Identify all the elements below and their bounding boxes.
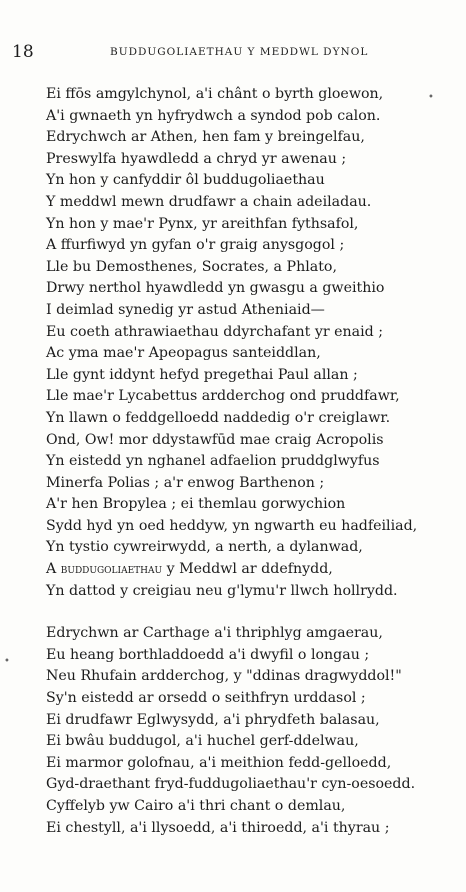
verse-line: Yn hon y mae'r Pynx, yr areithfan fythsafol, xyxy=(46,215,359,232)
verse-line: Ac yma mae'r Apeopagus santeiddlan, xyxy=(46,345,321,362)
verse-line: Edrychwn ar Carthage a'i thriphlyg amgaerau, xyxy=(46,625,383,642)
verse-line: Lle bu Demosthenes, Socrates, a Phlato, xyxy=(46,258,337,275)
verse-line: A ffurfiwyd yn gyfan o'r graig anysgogol ; xyxy=(46,237,345,254)
verse-line: Yn tystio cywreirwydd, a nerth, a dylanwad, xyxy=(46,539,363,556)
verse-line: Yn eistedd yn nghanel adfaelion pruddglwyfus xyxy=(46,453,380,470)
verse-line: Sy'n eistedd ar orsedd o seithfryn urddasol ; xyxy=(46,690,366,707)
verse-line: Eu coeth athrawiaethau ddyrchafant yr enaid ; xyxy=(46,323,384,340)
verse-line: Eu heang borthladdoedd a'i dwyfil o longau ; xyxy=(46,646,370,663)
verse-line: A'i gwnaeth yn hyfrydwch a syndod pob calon. xyxy=(46,107,381,124)
verse-line: Lle mae'r Lycabettus ardderchog ond pruddfawr, xyxy=(46,388,400,405)
running-head: BUDDUGOLIAETHAU Y MEDDWL DYNOL xyxy=(110,46,369,58)
verse-line: Ei drudfawr Eglwysydd, a'i phrydfeth balasau, xyxy=(46,711,380,728)
verse-line: Edrychwch ar Athen, hen fam y breingelfau, xyxy=(46,129,365,146)
verse-line: Minerfa Polias ; a'r enwog Barthenon ; xyxy=(46,474,325,491)
verse-line: Ei marmor golofnau, a'i meithion fedd-gelloedd, xyxy=(46,754,392,771)
verse-line-smallcaps xyxy=(46,559,456,581)
verse-line: Sydd hyd yn oed heddyw, yn ngwarth eu hadfeiliad, xyxy=(46,517,418,534)
verse-line: Yn dattod y creigiau neu g'lymu'r llwch hollrydd. xyxy=(46,582,398,599)
verse-line: Yn hon y canfyddir ôl buddugoliaethau xyxy=(46,172,325,189)
stanza-2 xyxy=(46,623,456,839)
verse-line: Ei chestyll, a'i llysoedd, a'i thiroedd, a'i thyrau ; xyxy=(46,819,390,836)
verse-line: Cyffelyb yw Cairo a'i thri chant o demlau, xyxy=(46,798,346,814)
verse-line: Yn llawn o feddgelloedd naddedig o'r creiglawr. xyxy=(46,409,391,426)
verse-line: A'r hen Bropylea ; ei themlau gorwychion xyxy=(46,496,346,513)
verse-line: Neu Rhufain ardderchog, y "ddinas dragwyddol!" xyxy=(46,668,402,685)
page-number: 18 xyxy=(12,42,34,62)
line-prefix: A xyxy=(46,561,61,578)
smallcaps-word: buddugoliaethau xyxy=(60,562,163,578)
verse-line: Ei ffōs amgylchynol, a'i chânt o byrth gloewon, xyxy=(46,86,384,102)
print-speck: • xyxy=(4,656,10,667)
verse-line: Ei bwâu buddugol, a'i huchel gerf-ddelwau, xyxy=(46,733,359,750)
verse-line: Ond, Ow! mor ddystawfūd mae craig Acropolis xyxy=(46,431,384,448)
verse-line: Y meddwl mewn drudfawr a chain adeiladau. xyxy=(46,193,372,210)
verse-line: Preswylfa hyawdledd a chryd yr awenau ; xyxy=(46,150,347,167)
verse-line: I deimlad synedig yr astud Atheniaid— xyxy=(46,301,325,318)
print-speck: • xyxy=(428,92,434,103)
poem xyxy=(46,84,456,839)
verse-line: Lle gynt iddynt hefyd pregethai Paul allan ; xyxy=(46,366,358,383)
line-suffix: y Meddwl ar ddefnydd, xyxy=(162,561,333,578)
verse-line: Gyd-draethant fryd-fuddugoliaethau'r cyn-oesoedd. xyxy=(46,776,416,793)
stanza-1 xyxy=(46,84,456,602)
verse-line: Drwy nerthol hyawdledd yn gwasgu a gweithio xyxy=(46,280,385,297)
